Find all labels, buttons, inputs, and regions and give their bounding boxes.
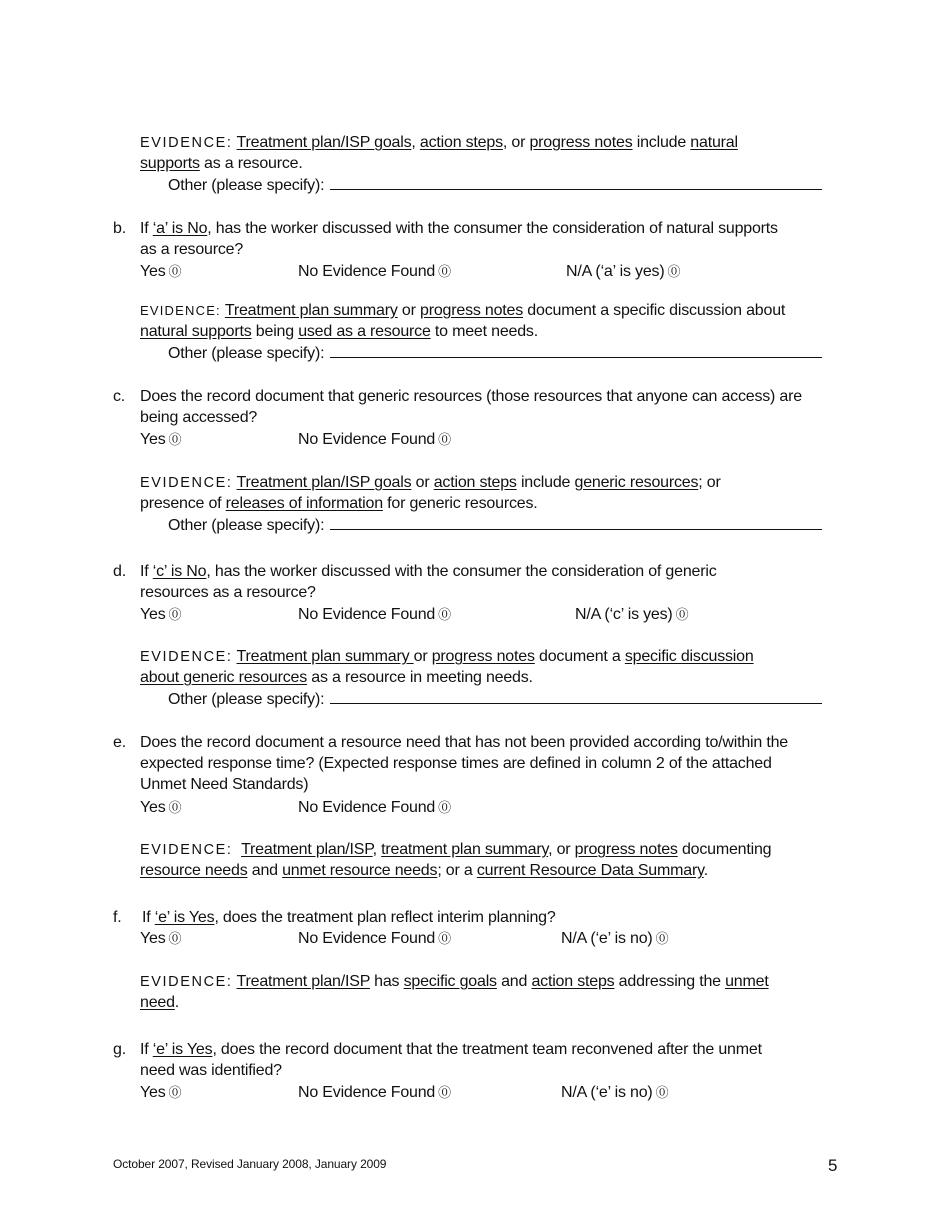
evidence-label: EVIDENCE:: [140, 842, 233, 858]
radio-circle-icon[interactable]: ⓪: [168, 800, 182, 815]
evidence-e-line-2: resource needs and unmet resource needs; or a current Resource Data Summary.: [140, 862, 708, 879]
option-yes-d[interactable]: Yes ⓪: [140, 606, 182, 623]
evidence-b-line-2: natural supports being used as a resource to meet needs.: [140, 323, 538, 340]
evidence-c-line-1: EVIDENCE: Treatment plan/ISP goals or action steps include generic resources; or: [140, 474, 721, 491]
evidence-label: EVIDENCE:: [140, 475, 233, 491]
option-na-g[interactable]: N/A (‘e’ is no) ⓪: [561, 1084, 669, 1101]
evidence-b-line-1: EVIDENCE: Treatment plan summary or progress notes document a specific discussion about: [140, 302, 786, 319]
question-e-line-3: Unmet Need Standards): [140, 776, 309, 793]
question-letter-g: g.: [113, 1041, 126, 1058]
radio-circle-icon[interactable]: ⓪: [438, 931, 451, 946]
question-c-line-1: Does the record document that generic resources (those resources that anyone can access) are: [140, 388, 802, 405]
radio-circle-icon[interactable]: ⓪: [667, 264, 681, 279]
radio-circle-icon[interactable]: ⓪: [438, 607, 451, 622]
other-specify-d[interactable]: Other (please specify):: [168, 689, 822, 710]
evidence-c-line-2: presence of releases of information for generic resources.: [140, 495, 538, 512]
option-na-f[interactable]: N/A (‘e’ is no) ⓪: [561, 930, 669, 947]
evidence-d-line-1: EVIDENCE: Treatment plan summary or progress notes document a specific discussion: [140, 648, 754, 665]
radio-circle-icon[interactable]: ⓪: [655, 931, 669, 946]
option-no-evidence-e[interactable]: No Evidence Found ⓪: [298, 799, 451, 816]
evidence-a-line-1: EVIDENCE: Treatment plan/ISP goals, action steps, or progress notes include natural: [140, 134, 738, 151]
question-letter-b: b.: [113, 220, 126, 237]
evidence-label: EVIDENCE:: [140, 303, 221, 318]
evidence-d-line-2: about generic resources as a resource in meeting needs.: [140, 669, 533, 686]
evidence-a-line-2: supports as a resource.: [140, 155, 303, 172]
option-na-b[interactable]: N/A (‘a’ is yes) ⓪: [566, 263, 681, 280]
question-d-line-2: resources as a resource?: [140, 584, 316, 601]
option-yes-e[interactable]: Yes ⓪: [140, 799, 182, 816]
option-no-evidence-b[interactable]: No Evidence Found ⓪: [298, 263, 451, 280]
evidence-f-line-2: need.: [140, 994, 180, 1011]
footer-date: October 2007, Revised January 2008, January 2009: [113, 1157, 387, 1171]
radio-circle-icon[interactable]: ⓪: [675, 607, 689, 622]
radio-circle-icon[interactable]: ⓪: [168, 607, 182, 622]
other-specify-a[interactable]: Other (please specify):: [168, 175, 822, 196]
evidence-label: EVIDENCE:: [140, 974, 233, 990]
option-no-evidence-c[interactable]: No Evidence Found ⓪: [298, 431, 451, 448]
radio-circle-icon[interactable]: ⓪: [438, 432, 451, 447]
option-no-evidence-g[interactable]: No Evidence Found ⓪: [298, 1084, 451, 1101]
other-input-line[interactable]: [330, 175, 822, 190]
radio-circle-icon[interactable]: ⓪: [168, 264, 182, 279]
option-na-d[interactable]: N/A (‘c’ is yes) ⓪: [575, 606, 689, 623]
question-e-line-1: Does the record document a resource need that has not been provided according to/within the: [140, 734, 788, 751]
other-input-line[interactable]: [330, 343, 822, 358]
option-yes-f[interactable]: Yes ⓪: [140, 930, 182, 947]
page-number: 5: [828, 1156, 838, 1175]
question-letter-e: e.: [113, 734, 126, 751]
option-no-evidence-f[interactable]: No Evidence Found ⓪: [298, 930, 451, 947]
question-g-line-1: If ‘e’ is Yes, does the record document that the treatment team reconvened after the unmet: [140, 1041, 762, 1058]
other-specify-b[interactable]: Other (please specify):: [168, 343, 822, 364]
option-yes-g[interactable]: Yes ⓪: [140, 1084, 182, 1101]
question-g-line-2: need was identified?: [140, 1062, 282, 1079]
other-input-line[interactable]: [330, 689, 822, 704]
question-b-line-2: as a resource?: [140, 241, 244, 258]
question-c-line-2: being accessed?: [140, 409, 258, 426]
question-e-line-2: expected response time? (Expected response times are defined in column 2 of the attached: [140, 755, 772, 772]
radio-circle-icon[interactable]: ⓪: [438, 264, 451, 279]
question-b-line-1: If ‘a’ is No, has the worker discussed with the consumer the consideration of natural supports: [140, 220, 778, 237]
evidence-f-line-1: EVIDENCE: Treatment plan/ISP has specific goals and action steps addressing the unmet: [140, 973, 769, 990]
radio-circle-icon[interactable]: ⓪: [168, 1085, 182, 1100]
question-d-line-1: If ‘c’ is No, has the worker discussed with the consumer the consideration of generic: [140, 563, 717, 580]
radio-circle-icon[interactable]: ⓪: [655, 1085, 669, 1100]
other-specify-c[interactable]: Other (please specify):: [168, 515, 822, 536]
option-yes-b[interactable]: Yes ⓪: [140, 263, 182, 280]
evidence-label: EVIDENCE:: [140, 649, 233, 665]
question-letter-d: d.: [113, 563, 126, 580]
radio-circle-icon[interactable]: ⓪: [168, 931, 182, 946]
radio-circle-icon[interactable]: ⓪: [438, 800, 451, 815]
option-yes-c[interactable]: Yes ⓪: [140, 431, 182, 448]
evidence-label: EVIDENCE:: [140, 135, 233, 151]
radio-circle-icon[interactable]: ⓪: [438, 1085, 451, 1100]
option-no-evidence-d[interactable]: No Evidence Found ⓪: [298, 606, 451, 623]
radio-circle-icon[interactable]: ⓪: [168, 432, 182, 447]
evidence-e-line-1: EVIDENCE: Treatment plan/ISP, treatment plan summary, or progress notes documenting: [140, 841, 772, 858]
question-letter-f: f.: [113, 909, 122, 926]
question-f-line-1: If ‘e’ is Yes, does the treatment plan reflect interim planning?: [142, 909, 556, 926]
other-input-line[interactable]: [330, 515, 822, 530]
question-letter-c: c.: [113, 388, 126, 405]
